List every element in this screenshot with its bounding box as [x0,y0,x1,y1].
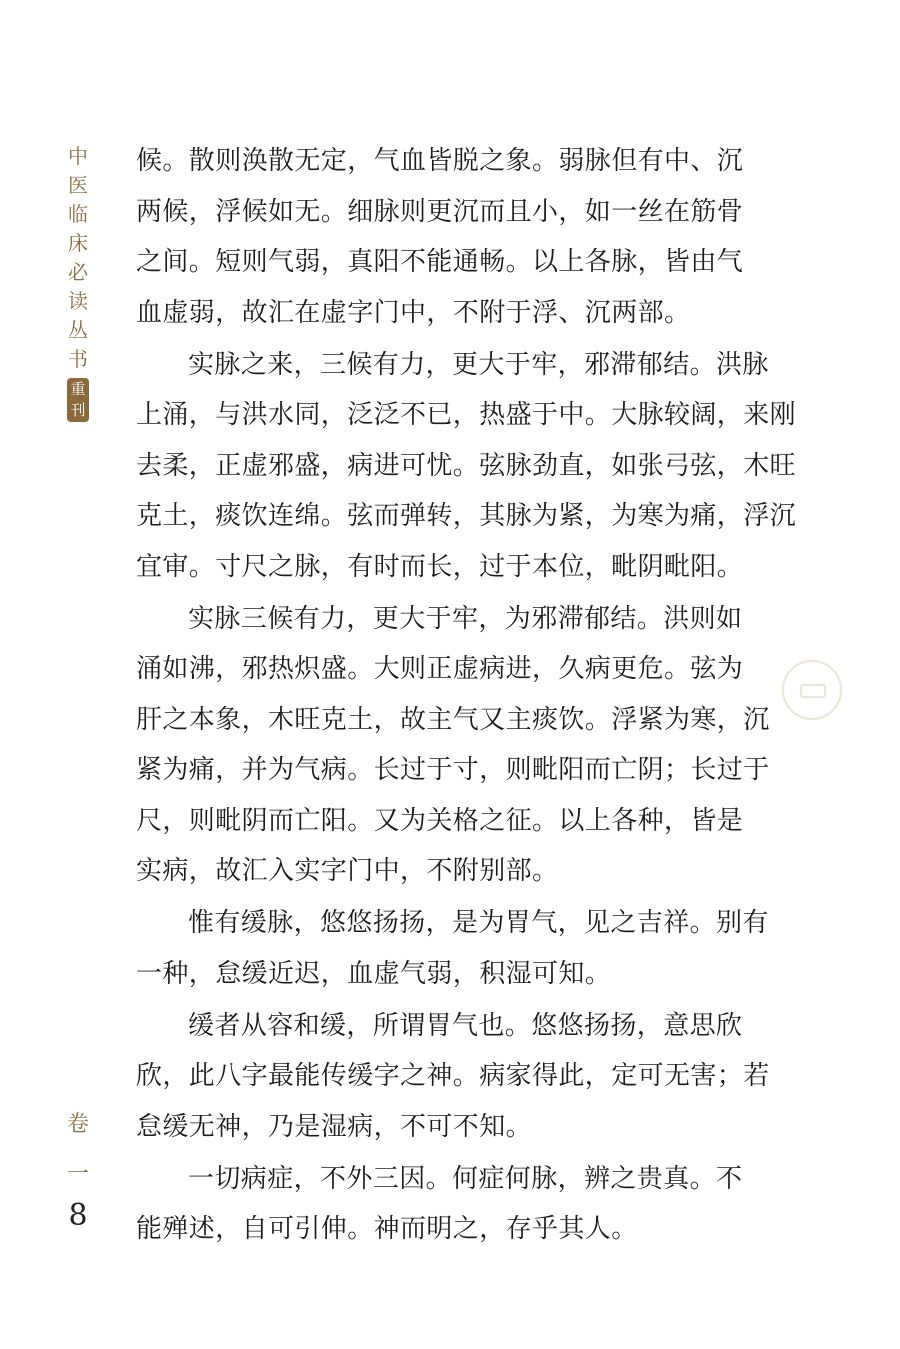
text-line: 怠缓无神，乃是湿病，不可不知。 [136,1111,533,1142]
faint-watermark-logo [782,660,842,720]
series-title-char: 书 [68,347,88,371]
reprint-seal [67,378,89,422]
text-line: 实脉三候有力，更大于牢，为邪滞郁结。洪则如 [188,603,743,634]
series-title-char: 医 [68,173,88,197]
reprint-seal-char: 重 [70,380,86,398]
text-line: 能殚述，自可引伸。神而明之，存乎其人。 [136,1214,638,1244]
text-line: 之间。短则气弱，真阳不能通畅。以上各脉，皆由气 [136,247,744,277]
text-line: 两候，浮候如无。细脉则更沉而且小，如一丝在筋骨 [136,196,744,227]
text-line: 惟有缓脉，悠悠扬扬，是为胃气，见之吉祥。别有 [188,908,769,938]
text-line: 尺，则毗阴而亡阳。又为关格之征。以上各种，皆是 [136,805,744,836]
volume-char: 一 [66,1162,89,1187]
series-title-char: 读 [68,289,88,313]
volume-char: 卷 [66,1112,89,1137]
text-line: 缓者从容和缓，所谓胃气也。悠悠扬扬，意思欣 [188,1010,743,1041]
series-title-vertical [66,142,90,422]
volume-label [62,1100,94,1200]
text-line: 欣，此八字最能传缓字之神。病家得此，定可无害；若 [136,1061,770,1091]
paragraph [136,136,756,338]
series-title-char: 必 [68,260,88,284]
main-text-body [136,136,797,1255]
series-title-char: 丛 [68,318,88,342]
text-line: 上涌，与洪水同，泛泛不已，热盛于中。大脉较阔，来刚 [136,400,797,430]
text-line: 一切病症，不外三因。何症何脉，辨之贵真。不 [188,1163,743,1194]
paragraph [136,594,770,897]
text-line: 宜审。寸尺之脉，有时而长，过于本位，毗阴毗阳。 [136,551,744,582]
series-title-char: 中 [68,144,88,168]
series-title-char: 床 [68,231,88,255]
text-line: 候。散则涣散无定，气血皆脱之象。弱脉但有中、沉 [136,146,744,176]
text-line: 紧为痛，并为气病。长过于寸，则毗阳而亡阴；长过于 [136,755,770,785]
text-line: 血虚弱，故汇在虚字门中，不附于浮、沉两部。 [136,297,691,328]
text-line: 涌如沸，邪热炽盛。大则正虚病进，久病更危。弦为 [136,654,744,684]
reprint-seal-char: 刊 [70,401,86,419]
text-line: 克土，痰饮连绵。弦而弹转，其脉为紧，为寒为痛，浮沉 [136,501,797,531]
series-title-char: 临 [68,202,88,226]
paragraph [136,898,769,999]
paragraph [136,340,797,593]
paragraph [136,1154,756,1255]
page-number: 8 [68,1198,88,1233]
text-line: 一种，怠缓近迟，血虚气弱，积湿可知。 [136,958,612,989]
text-line: 去柔，正虚邪盛，病进可忧。弦脉劲直，如张弓弦，木旺 [136,450,797,481]
paragraph [136,1001,770,1153]
text-line: 肝之本象，木旺克土，故主气又主痰饮。浮紧为寒，沉 [136,704,770,735]
text-line: 实脉之来，三候有力，更大于牢，邪滞郁结。洪脉 [188,349,769,380]
text-line: 实病，故汇入实字门中，不附别部。 [136,856,559,886]
